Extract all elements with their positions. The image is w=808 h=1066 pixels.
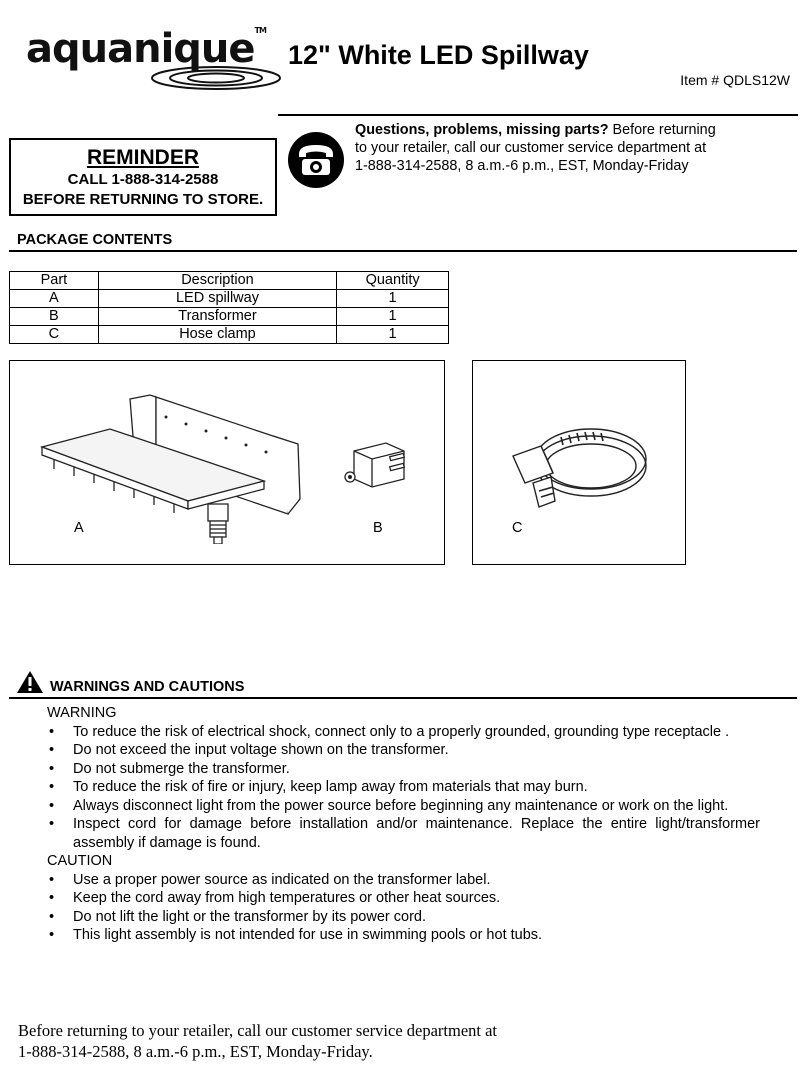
package-contents-rule <box>9 250 797 252</box>
telephone-icon <box>286 130 346 190</box>
transformer-illustration <box>340 437 416 501</box>
package-contents-heading: PACKAGE CONTENTS <box>17 232 173 248</box>
footer-note <box>18 1020 718 1062</box>
warning-item: • Do not exceed the input voltage shown on the transformer. <box>47 741 760 760</box>
table-cell: 1 <box>337 326 449 344</box>
figure-label-c: C <box>512 520 523 536</box>
table-cell: 1 <box>337 308 449 326</box>
figure-box-c <box>472 360 686 565</box>
warning-item: • Do not submerge the transformer. <box>47 760 760 779</box>
table-cell: 1 <box>337 290 449 308</box>
questions-bold: Questions, problems, missing parts? <box>355 122 609 138</box>
questions-line-3: 1-888-314-2588, 8 a.m.-6 p.m., EST, Monday-Friday <box>355 158 689 174</box>
figure-label-b: B <box>373 520 383 536</box>
reminder-line-2: BEFORE RETURNING TO STORE. <box>22 191 264 208</box>
table-header-cell: Description <box>98 272 336 290</box>
caution-item: • Do not lift the light or the transformer by its power cord. <box>47 908 760 927</box>
header-rule <box>278 114 798 116</box>
table-header-row <box>10 272 449 290</box>
warning-item: • To reduce the risk of electrical shock, connect only to a properly grounded, grounding type receptacle . <box>47 723 760 742</box>
hose-clamp-illustration <box>503 411 653 521</box>
table-cell: Transformer <box>98 308 336 326</box>
questions-line-1 <box>355 121 795 139</box>
reminder-line-1: CALL 1-888-314-2588 <box>67 171 219 188</box>
table-header-cell: Quantity <box>337 272 449 290</box>
figure-box-ab <box>9 360 445 565</box>
warning-label: WARNING <box>47 705 117 721</box>
table-header-cell: Part <box>10 272 99 290</box>
table-row <box>10 308 449 326</box>
item-number: Item # QDLS12W <box>680 72 790 88</box>
table-cell: LED spillway <box>98 290 336 308</box>
table-cell: A <box>10 290 99 308</box>
warning-triangle-icon <box>16 670 44 694</box>
warnings-rule <box>9 697 797 699</box>
caution-item: • This light assembly is not intended for use in swimming pools or hot tubs. <box>47 926 760 945</box>
reminder-heading: REMINDER <box>86 146 199 169</box>
figure-label-a: A <box>74 520 84 536</box>
questions-line-2: to your retailer, call our customer service department at <box>355 140 707 156</box>
logo-trademark: TM <box>254 26 266 35</box>
warnings-list <box>47 704 760 945</box>
footer-line-2: 1-888-314-2588, 8 a.m.-6 p.m., EST, Monday-Friday. <box>18 1042 373 1061</box>
package-contents-table <box>9 271 449 344</box>
page-title: 12" White LED Spillway <box>288 40 589 70</box>
warning-item: • Inspect cord for damage before installation and/or maintenance. Replace the entire light/transformer assembly if damage is found. <box>47 815 760 852</box>
logo-text: aquanique <box>26 26 255 72</box>
questions-block <box>355 121 795 175</box>
caution-item: • Keep the cord away from high temperatures or other heat sources. <box>47 889 760 908</box>
caution-label: CAUTION <box>47 853 113 869</box>
warning-item: • To reduce the risk of fire or injury, keep lamp away from materials that may burn. <box>47 778 760 797</box>
warnings-heading: WARNINGS AND CAUTIONS <box>50 679 245 695</box>
logo <box>26 26 266 96</box>
reminder-box <box>9 138 277 216</box>
table-row <box>10 290 449 308</box>
caution-item: • Use a proper power source as indicated on the transformer label. <box>47 871 760 890</box>
footer-line-1: Before returning to your retailer, call our customer service department at <box>18 1021 498 1040</box>
table-row <box>10 326 449 344</box>
table-cell: C <box>10 326 99 344</box>
water-ripple-icon <box>146 66 286 96</box>
table-cell: B <box>10 308 99 326</box>
warning-item: • Always disconnect light from the power source before beginning any maintenance or work on the light. <box>47 797 760 816</box>
table-cell: Hose clamp <box>98 326 336 344</box>
questions-line-1-rest: Before returning <box>608 122 716 138</box>
